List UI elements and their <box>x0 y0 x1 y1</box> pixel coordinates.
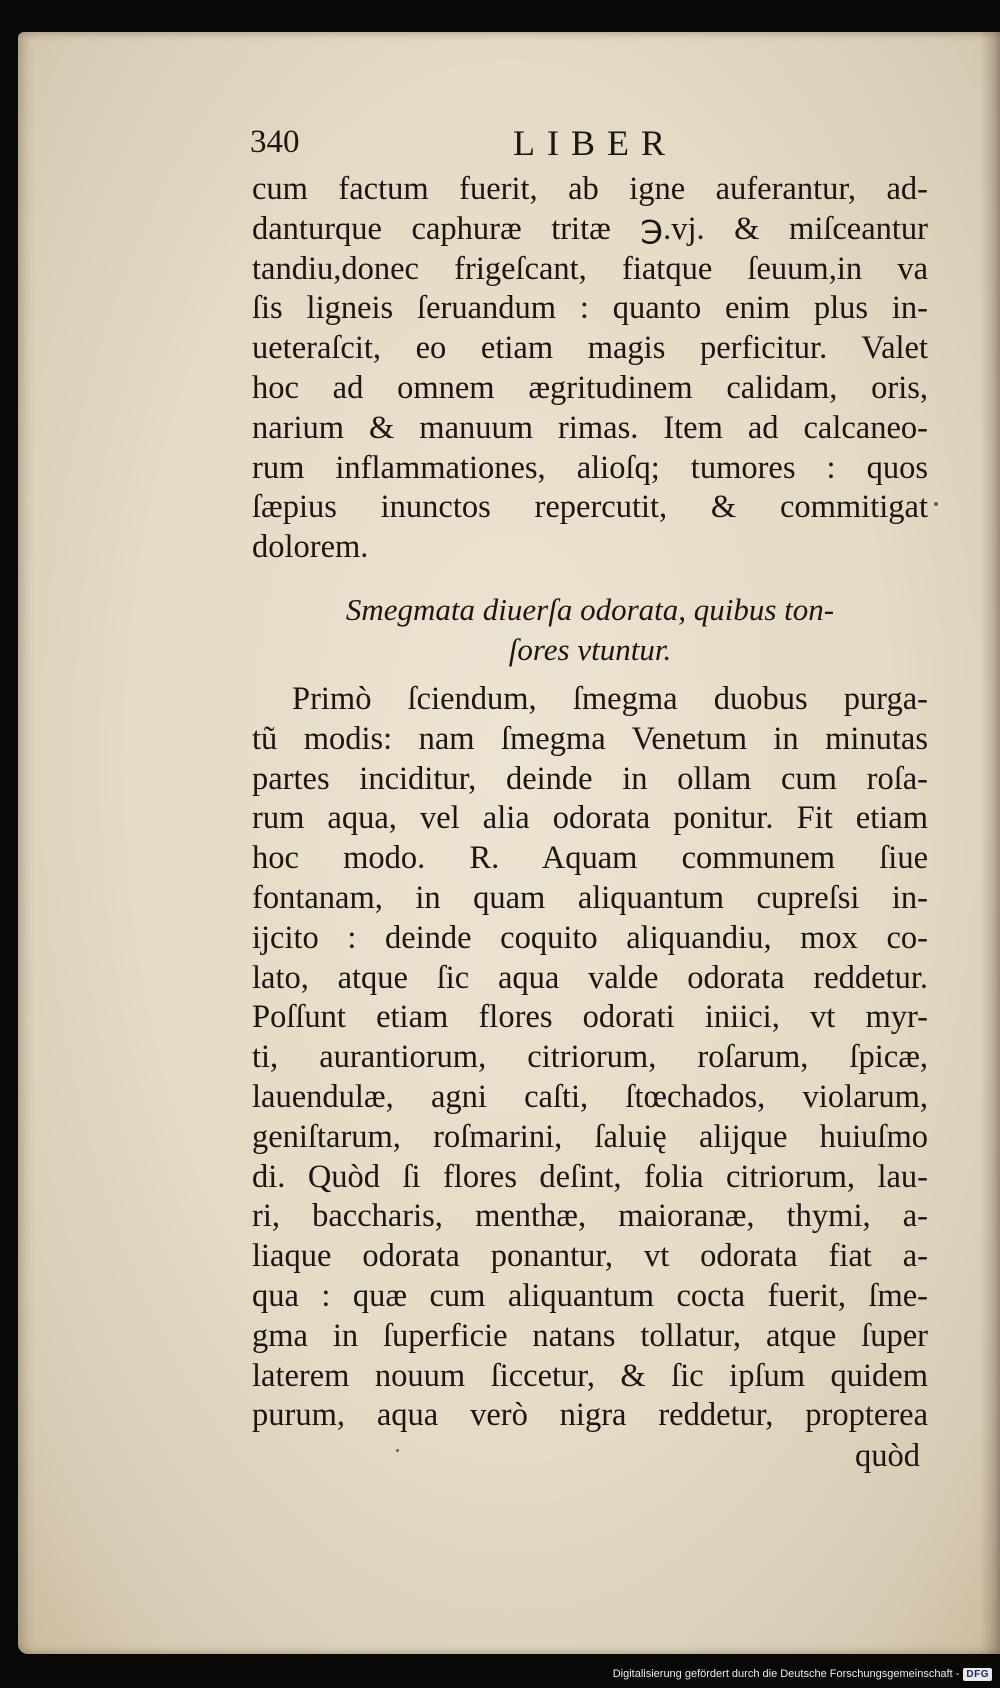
ink-speck <box>934 502 938 506</box>
text-line: ti, aurantiorum, citriorum, roſarum, ſpicæ, <box>252 1039 928 1076</box>
text-line: tũ modis: nam ſmegma Venetum in minutas <box>252 720 928 757</box>
text-line: di. Quòd ſi flores deſint, folia citriorum, lau- <box>252 1158 928 1195</box>
text-line: hoc modo. R. Aquam communem ſiue <box>252 840 928 877</box>
digitization-credit <box>613 1664 992 1684</box>
catchword: quòd <box>855 1438 920 1474</box>
running-head: LIBER <box>513 123 677 163</box>
text-line: rum aqua, vel alia odorata ponitur. Fit etiam <box>252 800 928 837</box>
text-line: gma in ſuperficie natans tollatur, atque ſuper <box>252 1317 928 1354</box>
heading-line: ſores vtuntur. <box>508 632 672 667</box>
ink-speck <box>396 1449 399 1452</box>
text-line: liaque odorata ponantur, vt odorata fiat a- <box>252 1238 928 1275</box>
heading-line: Smegmata diuerſa odorata, quibus ton- <box>345 592 835 627</box>
text-line: Primò ſciendum, ſmegma duobus purga- <box>292 681 928 717</box>
text-line: Poſſunt etiam flores odorati iniici, vt myr- <box>252 999 928 1036</box>
text-line: purum, aqua verò nigra reddetur, propterea <box>252 1397 928 1434</box>
text-line: qua : quæ cum aliquantum cocta fuerit, ſme- <box>252 1277 928 1314</box>
text-line: danturque caphuræ tritæ ℈.vj. & miſceantur <box>252 210 928 247</box>
paragraph-2 <box>252 680 928 1436</box>
text-line: dolorem. <box>252 529 369 566</box>
text-line: lato, atque ſic aqua valde odorata reddetur. <box>252 959 928 996</box>
text-line: ſæpius inunctos repercutit, & commitigat <box>252 489 928 526</box>
page-header <box>250 122 730 168</box>
credit-text: Digitalisierung gefördert durch die Deutsche Forschungsgemeinschaft - <box>612 1668 960 1680</box>
text-line: laterem nouum ſiccetur, & ſic ipſum quidem <box>252 1357 928 1394</box>
text-line: ueteraſcit, eo etiam magis perficitur. Valet <box>252 330 928 367</box>
text-line: hoc ad omnem ægritudinem calidam, oris, <box>252 369 928 406</box>
text-line: ſis ligneis ſeruandum : quanto enim plus in- <box>252 290 928 327</box>
text-line: tandiu,donec frigeſcant, fiatque ſeuum,in va <box>252 250 928 287</box>
text-line: partes inciditur, deinde in ollam cum roſa- <box>252 760 928 797</box>
text-line: rum inflammationes, alioſq; tumores : quos <box>252 449 928 486</box>
text-line: narium & manuum rimas. Item ad calcaneo- <box>252 409 928 446</box>
text-line: geniſtarum, roſmarini, ſaluię alijque huiuſmo <box>252 1118 928 1155</box>
paragraph-1 <box>252 170 928 568</box>
text-line: fontanam, in quam aliquantum cupreſsi in- <box>252 879 928 916</box>
text-line: ri, baccharis, menthæ, maioranæ, thymi, a- <box>252 1198 928 1235</box>
text-line: lauendulæ, agni caſti, ſtœchados, violarum, <box>252 1078 928 1115</box>
dfg-logo-icon: DFG <box>963 1668 992 1681</box>
text-line: ijcito : deinde coquito aliquandiu, mox co- <box>252 919 928 956</box>
page-number: 340 <box>250 124 300 160</box>
text-line: cum factum fuerit, ab igne auferantur, ad- <box>252 171 928 207</box>
section-heading <box>252 590 928 670</box>
